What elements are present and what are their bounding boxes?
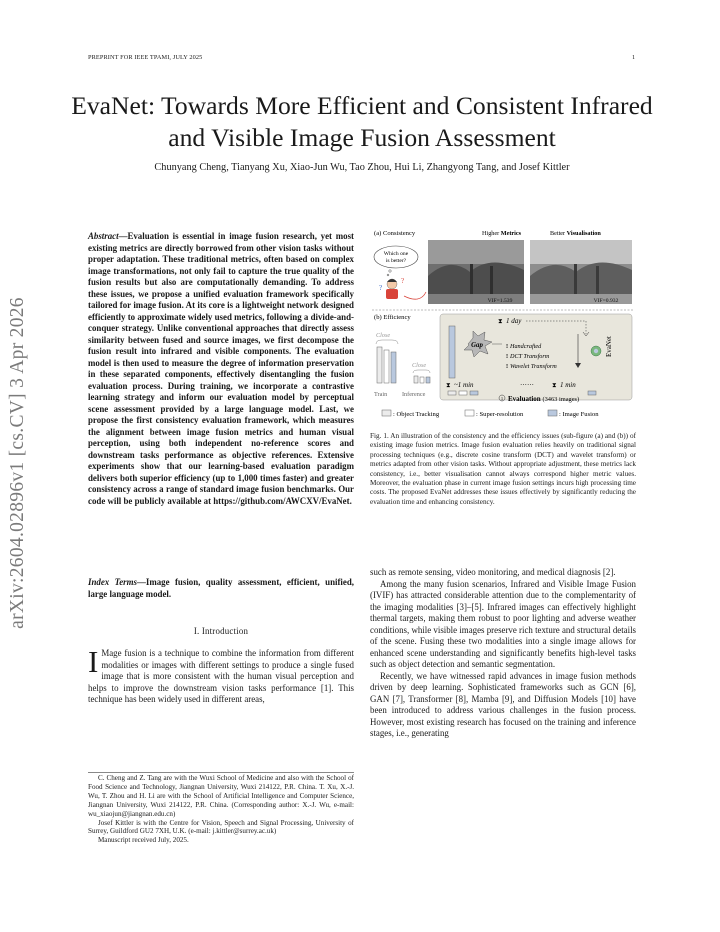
footnote-affiliation: C. Cheng and Z. Tang are with the Wuxi School of Medicine and also with the School of Food Science and Technology, Jiangnan University, Wuxi 214122, P.R. China. T. Xu, X.-J. Wu, T. Zhou and H. Li are with the School of Artificial Intelligence and Computer Science, Jiangnan University, Wuxi 214122, P.R. China. (Corresponding author: X.-J. Wu, e-mail: wu_xiaojun@jiangnan.edu.cn) (88, 774, 354, 818)
intro-text: Mage fusion is a technique to combine the information from different modalities or images with different settings to produce a single fused image that is more consistent with the human visual perception and helps to improve the downstream vision tasks performance [1]. This technique has been widely used in different areas, (88, 648, 354, 704)
svg-text:?: ? (401, 277, 405, 285)
legend-swatch-superres (465, 410, 474, 416)
author-list: Chunyang Cheng, Tianyang Xu, Xiao-Jun Wu, Tao Zhou, Hui Li, Zhangyong Tang, and Josef Kittler (154, 162, 570, 173)
legend-swatch-tracking (382, 410, 391, 416)
page-number: 1 (632, 54, 636, 61)
evanet-label: EvaNet (605, 336, 613, 357)
train-bar-fusion (391, 352, 396, 383)
evaluation-bar-handcrafted (449, 326, 455, 378)
svg-text:!: ! (506, 343, 509, 350)
legend-fusion: : Image Fusion (559, 411, 599, 418)
right-column-text (370, 567, 636, 740)
inference-bar-superres (420, 377, 424, 383)
wavelet-label: Wavelet Transform (510, 363, 557, 370)
eval-small-bar-3 (470, 391, 478, 395)
svg-text:⧗: ⧗ (552, 382, 557, 389)
thinking-person-icon (379, 277, 404, 299)
figure-1 (370, 226, 636, 426)
running-header: PREPRINT FOR IEEE TPAMI, JULY 2025 (88, 54, 203, 61)
higher-metrics-label: Higher Metrics (482, 230, 522, 237)
better-visualisation-label: Better Visualisation (550, 230, 601, 237)
svg-text:⧗: ⧗ (446, 382, 451, 389)
eval-small-bar-2 (459, 391, 467, 395)
abstract-lead: Abstract (88, 231, 119, 241)
train-bar-superres (384, 350, 389, 383)
right-para-2: Among the many fusion scenarios, Infrared and Visible Image Fusion (IVIF) has attracted considerable attention due to the complementarity of the imaging modalities [3]–[5]. Infrared images can effectively highlight thermal targets, making them robust to poor lighting and adverse weather conditions, while visible images preserve rich texture and structural details of the scene. Fusing these two modalities into a single image allows for enhanced scene understanding and significantly benefits high-level tasks such as object detection and semantic segmentation. (370, 578, 636, 669)
close-label-inference: Close (412, 362, 427, 369)
abstract (88, 231, 354, 507)
footnotes (88, 772, 354, 845)
one-day-label: 1 day (506, 317, 522, 325)
right-para-1: such as remote sensing, video monitoring, and medical diagnosis [2]. (370, 567, 616, 577)
drop-cap: I (88, 644, 99, 679)
fused-image-high-metric (428, 240, 524, 304)
vif-value-2: VIF=0.932 (593, 298, 619, 304)
panel-a-label: (a) Consistency (374, 230, 416, 237)
index-terms-text: —Image fusion, quality assessment, efficient, unified, large language model. (88, 577, 354, 599)
svg-text:1: 1 (500, 396, 504, 401)
right-para-3: Recently, we have witnessed rapid advances in image fusion methods driven by deep learning. Sophisticated frameworks such as GCN [6], GAN [7], Transformer [8], Mamba [9], and Diffusion Models [10] have been introduced to address various challenges in the fusion process. However, most existing research has focused on the training and inference stages, i.e., generating (370, 670, 636, 738)
dct-label: DCT Transform (510, 353, 550, 360)
train-bar-tracking (377, 347, 382, 383)
abstract-text: —Evaluation is essential in image fusion research, yet most existing metrics are directly borrowed from other vision tasks without proper adaptation. These traditional metrics, often based on complex image transformations, not only fail to capture the true quality of the fusion results but also are computationally demanding. To address these issues, we propose a unified evaluation framework specifically tailored for image fusion. At its core is a lightweight network designed efficiently to approximate widely used metrics, following a divide-and-conquer strategy. Unlike conventional approaches that directly assess similarity between fused and source images, we first decompose the fusion result into infrared and visible components. The evaluation model is then used to measure the degree of information preservation in these separated components, effectively disentangling the fusion evaluation process. During training, we incorporate a contrastive learning strategy and inform our evaluation model by perceptual scene assessment provided by a large language model. Last, we propose the first consistency evaluation framework, which measures the alignment between image fusion metrics and human visual perception, using both independent no-reference scores and downstream tasks performance as objective references. Extensive experiments show that our learning-based evaluation paradigm delivers both superior efficiency (up to 1,000 times faster) and greater consistency across a range of standard image fusion benchmarks. Our code will be publicly available at https://github.com/AWCXV/EvaNet. (88, 231, 354, 506)
figure-caption: Fig. 1. An illustration of the consistency and the efficiency issues (sub-figure (a) and (b)) of existing image fusion metrics. Image fusion evaluation relies heavily on traditional signal processing techniques (e.g., discrete cosine transform (DCT) and wavelet transform) or metrics adapted from other vision tasks. Without appropriate adjustment, these metrics lack consistency, i.e., better visualisation cannot always correspond higher metric values. Moreover, the evaluation phase in current image fusion settings incurs high processing time costs. The proposed EvaNet addresses these issues effectively by significantly reducing the evaluation time and enhancing consistency. (370, 432, 636, 506)
speech-bubble (374, 246, 418, 268)
inference-label: Inference (402, 391, 426, 398)
one-min-label-right: 1 min (560, 381, 576, 389)
eval-small-bar-1 (448, 391, 456, 395)
evaluation-label: Evaluation (3463 images) (508, 395, 580, 403)
index-terms-lead: Index Terms (88, 577, 137, 587)
svg-text:!: ! (506, 353, 509, 360)
dots-separator: ······ (520, 381, 534, 389)
footnote-kittler: Josef Kittler is with the Centre for Vision, Speech and Signal Processing, University of Surrey, Guildford GU2 7XH, U.K. (e-mail: j.kittler@surrey.ac.uk) (88, 818, 354, 836)
train-label: Train (374, 391, 388, 398)
bubble-line-1: Which one (383, 251, 409, 257)
svg-text:!: ! (506, 363, 509, 370)
paper-title: EvaNet: Towards More Efficient and Consistent Infrared and Visible Image Fusion Assessment (71, 91, 653, 152)
arxiv-stamp: arXiv:2604.02896v1 [cs.CV] 3 Apr 2026 (7, 297, 28, 629)
close-label-train: Close (376, 332, 391, 339)
panel-b-label: (b) Efficiency (374, 314, 411, 321)
one-min-label-left: ~1 min (454, 381, 474, 389)
svg-text:?: ? (379, 284, 383, 292)
fused-image-better-visual (530, 240, 632, 304)
hourglass-icon: ⧗ (498, 318, 503, 325)
section-heading: I. Introduction (193, 626, 249, 636)
legend-tracking: : Object Tracking (393, 411, 440, 418)
handcrafted-label: Handcrafted (510, 343, 542, 350)
inference-bar-fusion (426, 377, 430, 383)
legend-swatch-fusion (548, 410, 557, 416)
index-terms (88, 577, 354, 600)
bubble-line-2: is better? (385, 258, 407, 264)
eval-small-bar-evanet (588, 391, 596, 395)
intro-paragraph (88, 644, 354, 706)
inference-bar-tracking (414, 376, 418, 383)
vif-value-1: VIF=1.539 (487, 298, 513, 304)
gap-label: Gap (471, 342, 483, 349)
legend-superres: : Super-resolution (476, 411, 524, 418)
footnote-received: Manuscript received July, 2025. (98, 836, 189, 845)
